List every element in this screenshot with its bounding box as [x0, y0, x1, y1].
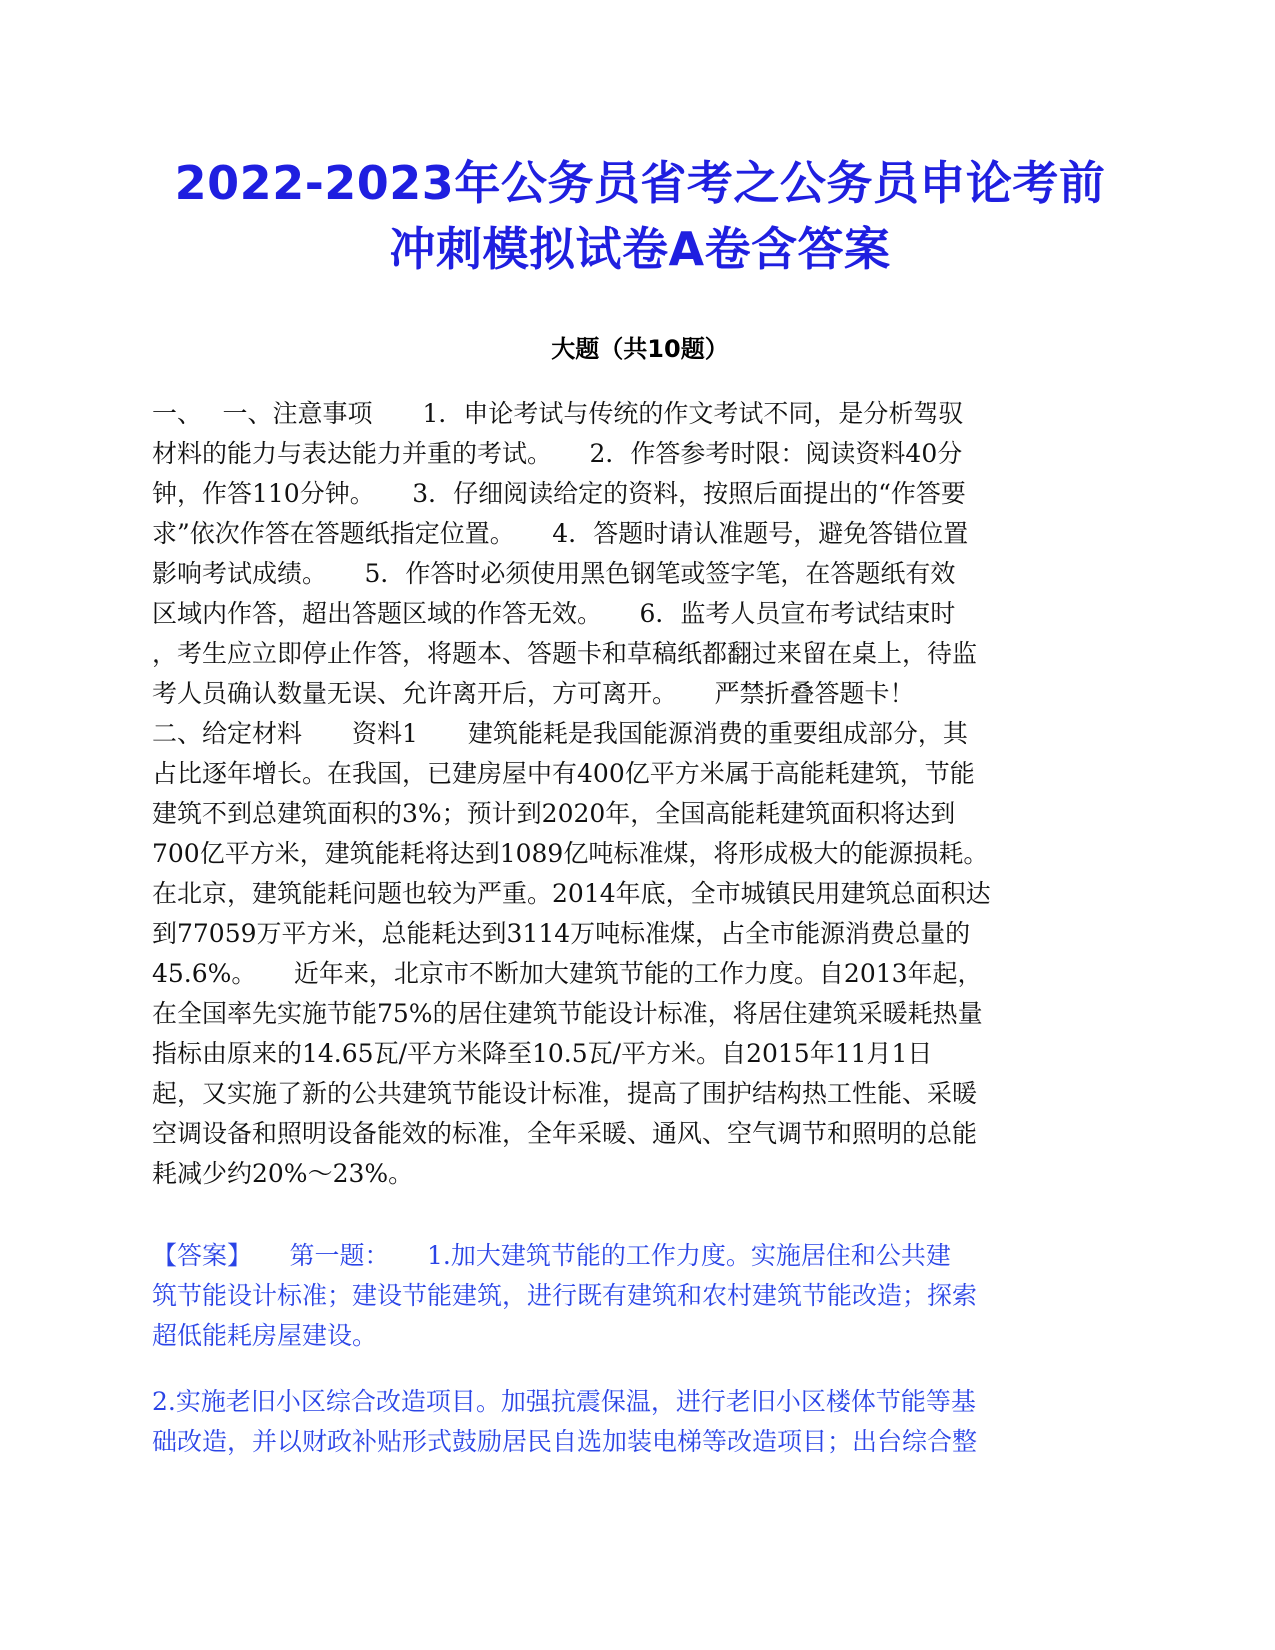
question-line: ，考生应立即停止作答，将题本、答题卡和草稿纸都翻过来留在桌上，待监	[152, 639, 978, 668]
question-line: 区域内作答，超出答题区域的作答无效。 6．监考人员宣布考试结束时	[152, 599, 956, 628]
question-line: 在北京，建筑能耗问题也较为严重。2014年底，全市城镇民用建筑总面积达	[152, 879, 991, 908]
question-line: 45.6%。 近年来，北京市不断加大建筑节能的工作力度。自2013年起，	[152, 959, 983, 988]
question-line: 到77059万平方米，总能耗达到3114万吨标准煤，占全市能源消费总量的	[152, 919, 971, 948]
question-line: 指标由原来的14.65瓦/平方米降至10.5瓦/平方米。自2015年11月1日	[152, 1039, 933, 1068]
document-title-line-1: 2022-2023年公务员省考之公务员申论考前	[174, 156, 1106, 210]
answer-paragraph-1	[152, 1236, 1132, 1356]
question-line: 空调设备和照明设备能效的标准，全年采暖、通风、空气调节和照明的总能	[152, 1119, 978, 1148]
question-line: 二、给定材料 资料1 建筑能耗是我国能源消费的重要组成部分，其	[152, 719, 968, 748]
document-title-line-2: 冲刺模拟试卷A卷含答案	[389, 222, 891, 276]
question-line: 在全国率先实施节能75%的居住建筑节能设计标准，将居住建筑采暖耗热量	[152, 999, 983, 1028]
question-line: 求”依次作答在答题纸指定位置。 4．答题时请认准题号，避免答错位置	[152, 519, 969, 548]
section-heading: 大题（共10题）	[551, 335, 729, 363]
answer-line: 【答案】 第一题： 1.加大建筑节能的工作力度。实施居住和公共建	[152, 1241, 951, 1270]
question-line: 考人员确认数量无误、允许离开后，方可离开。 严禁折叠答题卡！	[152, 679, 915, 708]
question-line: 占比逐年增长。在我国，已建房屋中有400亿平方米属于高能耗建筑，节能	[152, 759, 975, 788]
question-line: 影响考试成绩。 5．作答时必须使用黑色钢笔或签字笔，在答题纸有效	[152, 559, 956, 588]
question-line: 耗减少约20%～23%。	[152, 1159, 414, 1188]
answer-paragraph-2	[152, 1382, 1132, 1462]
answer-line: 础改造，并以财政补贴形式鼓励居民自选加装电梯等改造项目；出台综合整	[152, 1427, 978, 1456]
answer-line: 2.实施老旧小区综合改造项目。加强抗震保温，进行老旧小区楼体节能等基	[152, 1387, 976, 1416]
question-line: 材料的能力与表达能力并重的考试。 2．作答参考时限：阅读资料40分	[152, 439, 963, 468]
question-line: 一、 一、注意事项 1．申论考试与传统的作文考试不同，是分析驾驭	[152, 399, 964, 428]
question-line: 起，又实施了新的公共建筑节能设计标准，提高了围护结构热工性能、采暖	[152, 1079, 978, 1108]
question-line: 建筑不到总建筑面积的3%；预计到2020年，全国高能耗建筑面积将达到	[152, 799, 956, 828]
question-line: 700亿平方米，建筑能耗将达到1089亿吨标准煤，将形成极大的能源损耗。	[152, 839, 989, 868]
answer-line: 筑节能设计标准；建设节能建筑，进行既有建筑和农村建筑节能改造；探索	[152, 1281, 978, 1310]
question-text	[152, 394, 1132, 1194]
question-line: 钟，作答110分钟。 3．仔细阅读给定的资料，按照后面提出的“作答要	[152, 479, 966, 508]
answer-line: 超低能耗房屋建设。	[152, 1321, 378, 1350]
